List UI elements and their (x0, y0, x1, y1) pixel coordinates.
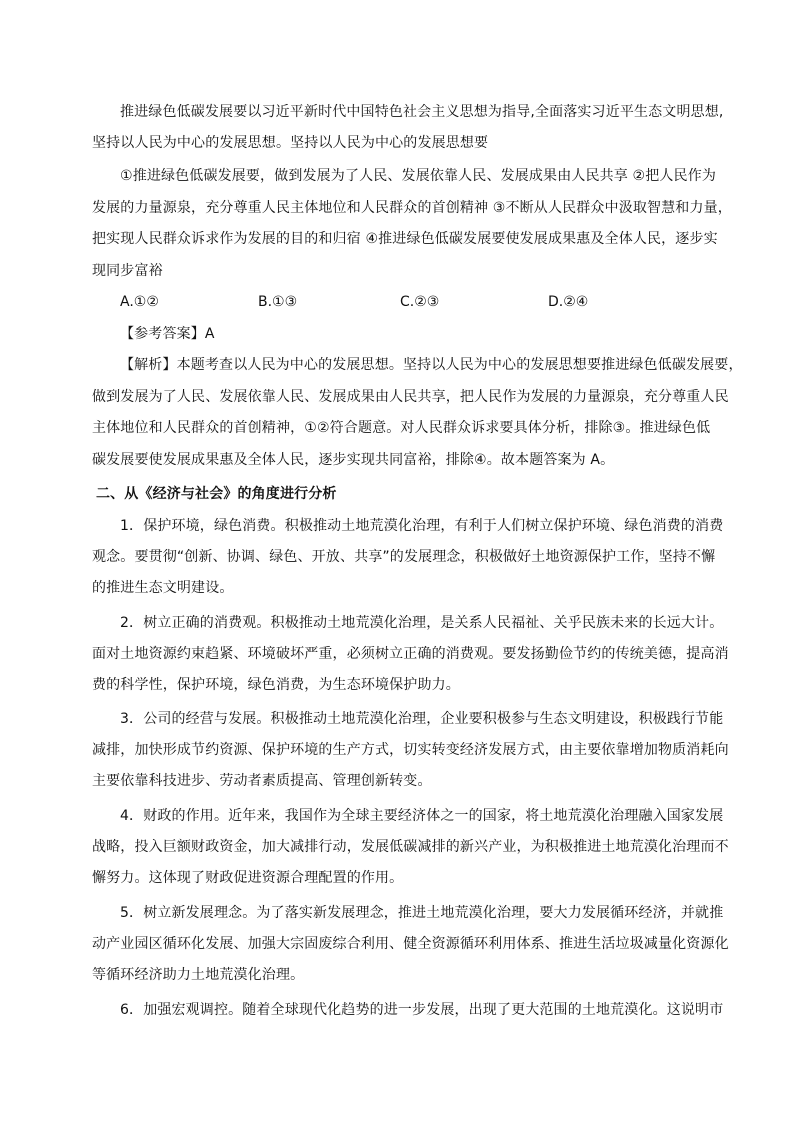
point-line: 的推进生态文明建设。 (92, 580, 234, 596)
analysis-line: 做到发展为了人民、发展依靠人民、发展成果由人民共享，把人民作为发展的力量源泉，充分尊重人民 (92, 389, 729, 405)
reference-answer: 【参考答案】A (120, 326, 215, 342)
point-line: 等循环经济助力土地荒漠化治理。 (92, 967, 305, 983)
option-b: B.①③ (258, 294, 298, 310)
point-line: 减排，加快形成节约资源、保护环境的生产方式，切实转变经济发展方式，由主要依靠增加物质消耗向 (92, 742, 729, 758)
analysis-line: 碳发展要使发展成果惠及全体人民，逐步实现共同富裕，排除④。故本题答案为 A。 (92, 452, 615, 468)
question-stem-line: 推进绿色低碳发展要以习近平新时代中国特色社会主义思想为指导,全面落实习近平生态文明思想, (120, 104, 724, 120)
option-c: C.②③ (400, 294, 440, 310)
point-line: 3．公司的经营与发展。积极推动土地荒漠化治理，企业要积极参与生态文明建设，积极践行节能 (120, 711, 724, 727)
analysis-line: 主体地位和人民群众的首创精神，①②符合题意。对人民群众诉求要具体分析，排除③。推进绿色低 (92, 420, 711, 436)
point-line: 战略，投入巨额财政资金，加大减排行动，发展低碳减排的新兴产业，为积极推进土地荒漠化治理而不 (92, 839, 729, 855)
analysis-line: 【解析】本题考查以人民为中心的发展思想。坚持以人民为中心的发展思想要推进绿色低碳发展要， (120, 357, 743, 373)
question-item-line: 现同步富裕 (92, 263, 163, 279)
point-line: 6．加强宏观调控。随着全球现代化趋势的进一步发展，出现了更大范围的土地荒漠化。这说明市 (120, 1002, 724, 1018)
option-d: D.②④ (548, 294, 589, 310)
question-item-line: 发展的力量源泉，充分尊重人民主体地位和人民群众的首创精神 ③不断从人民群众中汲取智慧和力量， (92, 200, 732, 216)
point-line: 懈努力。这体现了财政促进资源合理配置的作用。 (92, 870, 404, 886)
question-stem-line: 坚持以人民为中心的发展思想。坚持以人民为中心的发展思想要 (92, 135, 489, 151)
section-heading: 二、从《经济与社会》的角度进行分析 (96, 486, 337, 502)
point-line: 1．保护环境，绿色消费。积极推动土地荒漠化治理，有利于人们树立保护环境、绿色消费的消费 (120, 518, 724, 534)
option-a: A.①② (120, 294, 159, 310)
point-line: 面对土地资源约束趋紧、环境破坏严重，必须树立正确的消费观。要发扬勤俭节约的传统美德，提高消 (92, 646, 729, 662)
point-line: 观念。要贯彻“创新、协调、绿色、开放、共享”的发展理念，积极做好土地资源保护工作，坚持不懈 (92, 549, 716, 565)
point-line: 主要依靠科技进步、劳动者素质提高、管理创新转变。 (92, 773, 432, 789)
point-line: 动产业园区循环化发展、加强大宗固废综合利用、健全资源循环利用体系、推进生活垃圾减量化资源化 (92, 936, 729, 952)
point-line: 2．树立正确的消费观。积极推动土地荒漠化治理，是关系人民福祉、关乎民族未来的长远大计。 (120, 615, 724, 631)
point-line: 费的科学性，保护环境，绿色消费，为生态环境保护助力。 (92, 677, 460, 693)
question-item-line: ①推进绿色低碳发展要，做到发展为了人民、发展依靠人民、发展成果由人民共享 ②把人民作为 (120, 168, 716, 184)
point-line: 5．树立新发展理念。为了落实新发展理念，推进土地荒漠化治理，要大力发展循环经济，并就推 (120, 905, 724, 921)
question-item-line: 把实现人民群众诉求作为发展的目的和归宿 ④推进绿色低碳发展要使发展成果惠及全体人民，逐步实 (92, 231, 718, 247)
point-line: 4．财政的作用。近年来，我国作为全球主要经济体之一的国家，将土地荒漠化治理融入国家发展 (120, 808, 724, 824)
